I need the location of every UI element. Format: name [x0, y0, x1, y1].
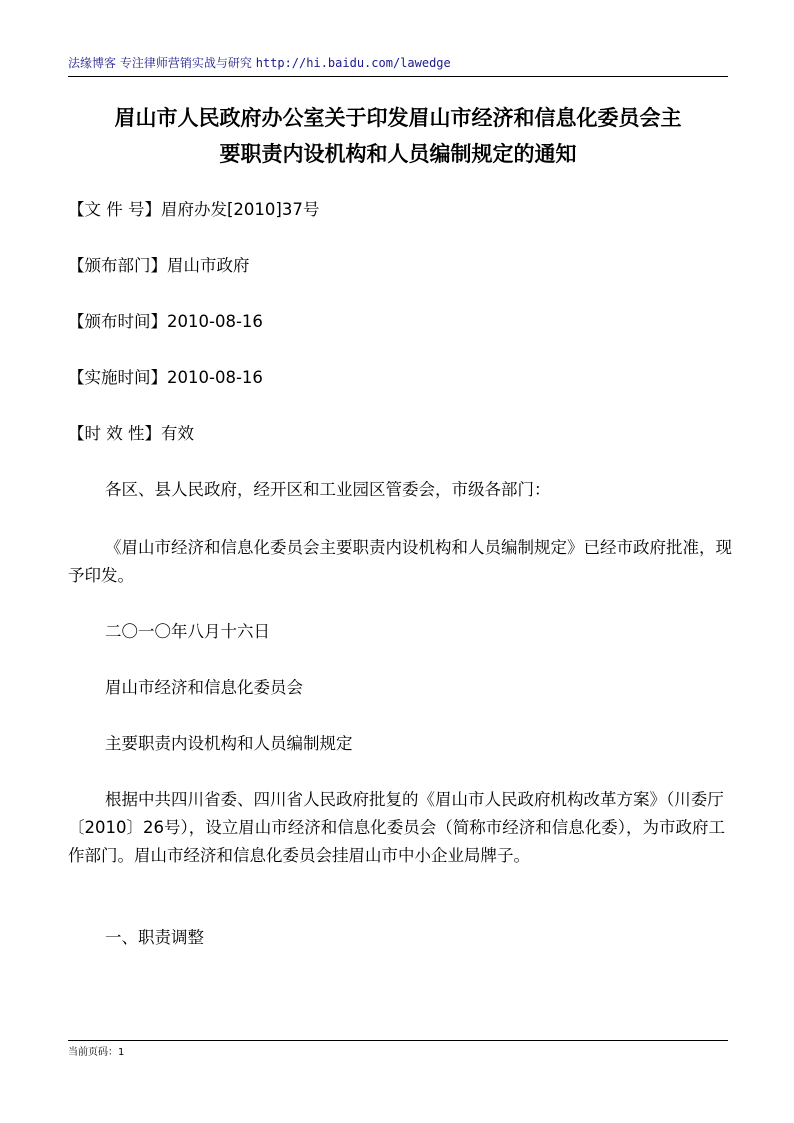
section-heading: 一、职责调整 — [105, 928, 204, 947]
regulation-subtitle: 主要职责内设机构和人员编制规定 — [105, 734, 353, 753]
meta-label: 【文 件 号】 — [68, 200, 161, 219]
signature-date: 二〇一〇年八月十六日 — [105, 622, 270, 641]
meta-label: 【颁布部门】 — [68, 256, 167, 275]
meta-value: 2010-08-16 — [167, 312, 263, 331]
page-header — [68, 54, 728, 77]
meta-validity — [68, 422, 194, 446]
meta-effective-date — [68, 366, 263, 390]
header-tagline: 专注律师营销实战与研究 — [119, 56, 252, 70]
meta-label: 【颁布时间】 — [68, 312, 167, 331]
meta-value: 眉山市政府 — [167, 256, 250, 275]
organization-name: 眉山市经济和信息化委员会 — [105, 678, 303, 697]
salutation: 各区、县人民政府，经开区和工业园区管委会，市级各部门： — [105, 480, 551, 499]
footer-divider — [68, 1040, 728, 1041]
meta-value: 眉府办发[2010]37号 — [161, 200, 320, 219]
meta-issuing-department — [68, 254, 250, 278]
meta-document-number — [68, 198, 319, 222]
meta-issue-date — [68, 310, 263, 334]
meta-value: 有效 — [161, 424, 194, 443]
body-paragraph: 根据中共四川省委、四川省人民政府批复的《眉山市人民政府机构改革方案》（川委厅〔2010〕26号），设立眉山市经济和信息化委员会（简称市经济和信息化委），为市政府工作部门。眉山市经济和信息化委员会挂眉山市中小企业局牌子。 — [68, 790, 725, 865]
header-url[interactable]: http://hi.baidu.com/lawedge — [255, 56, 451, 70]
header-site: 法缘博客 — [68, 56, 117, 70]
notice-paragraph: 《眉山市经济和信息化委员会主要职责内设机构和人员编制规定》已经市政府批准，现予印发。 — [68, 538, 732, 585]
meta-label: 【实施时间】 — [68, 368, 167, 387]
meta-value: 2010-08-16 — [167, 368, 263, 387]
document-title — [68, 100, 728, 172]
title-line-2: 要职责内设机构和人员编制规定的通知 — [219, 142, 577, 166]
meta-label: 【时 效 性】 — [68, 424, 161, 443]
page-number: 当前页码：1 — [68, 1047, 125, 1058]
title-line-1: 眉山市人民政府办公室关于印发眉山市经济和信息化委员会主 — [114, 106, 682, 130]
